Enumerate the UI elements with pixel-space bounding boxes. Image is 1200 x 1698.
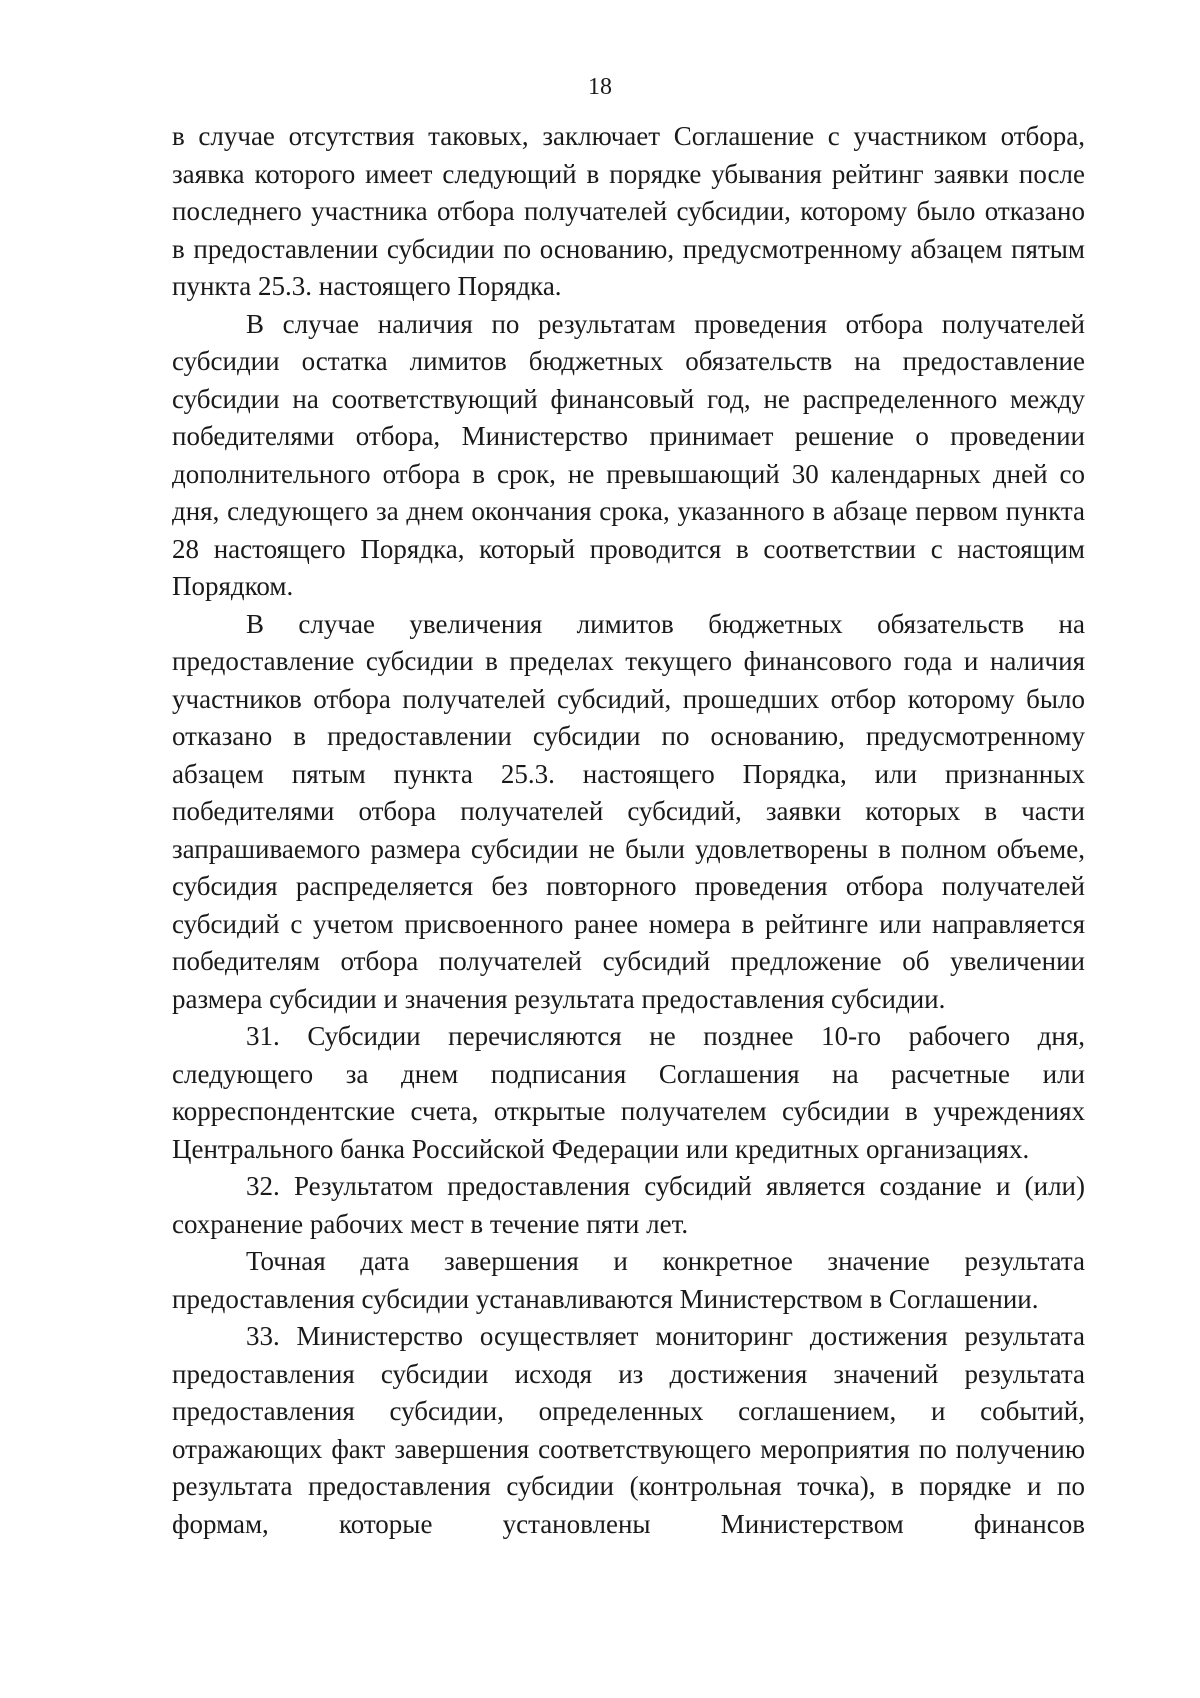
document-body bbox=[172, 118, 1085, 1543]
paragraph-result-date: Точная дата завершения и конкретное значение результата предоставления субсидии устанавливаются Министерством в Соглашении. bbox=[172, 1246, 1085, 1314]
paragraph-item-33: 33. Министерство осуществляет мониторинг достижения результата предоставления субсидии исходя из достижения значений результата предоставления субсидии, определенных соглашением, и событий, отражающих факт завершения соответствующего мероприятия по получению результата предоставления субсидии (контрольная точка), в порядке и по формам, которые установлены Министерством финансов bbox=[172, 1321, 1085, 1539]
page-number: 18 bbox=[588, 74, 612, 100]
paragraph-item-32: 32. Результатом предоставления субсидий является создание и (или) сохранение рабочих мест в течение пяти лет. bbox=[172, 1171, 1085, 1239]
paragraph-additional-selection: В случае наличия по результатам проведения отбора получателей субсидии остатка лимитов бюджетных обязательств на предоставление субсидии на соответствующий финансовый год, не распределенного между победителями отбора, Министерство принимает решение о проведении дополнительного отбора в срок, не превышающий 30 календарных дней со дня, следующего за днем окончания срока, указанного в абзаце первом пункта 28 настоящего Порядка, который проводится в соответствии с настоящим Порядком. bbox=[172, 308, 1085, 601]
paragraph-item-31: 31. Субсидии перечисляются не позднее 10-го рабочего дня, следующего за днем подписания Соглашения на расчетные или корреспондентские счета, открытые получателем субсидии в учреждениях Центрального банка Российской Федерации или кредитных организациях. bbox=[172, 1021, 1085, 1164]
paragraph-limit-increase: В случае увеличения лимитов бюджетных обязательств на предоставление субсидии в пределах текущего финансового года и наличия участников отбора получателей субсидий, прошедших отбор которому было отказано в предоставлении субсидии по основанию, предусмотренному абзацем пятым пункта 25.3. настоящего Порядка, или признанных победителями отбора получателей субсидий, заявки которых в части запрашиваемого размера субсидии не были удовлетворены в полном объеме, субсидия распределяется без повторного проведения отбора получателей субсидий с учетом присвоенного ранее номера в рейтинге или направляется победителям отбора получателей субсидий предложение об увеличении размера субсидии и значения результата предоставления субсидии. bbox=[172, 608, 1085, 1014]
paragraph-continuation: в случае отсутствия таковых, заключает Соглашение с участником отбора, заявка которого имеет следующий в порядке убывания рейтинг заявки после последнего участника отбора получателей субсидии, которому было отказано в предоставлении субсидии по основанию, предусмотренному абзацем пятым пункта 25.3. настоящего Порядка. bbox=[172, 121, 1085, 301]
